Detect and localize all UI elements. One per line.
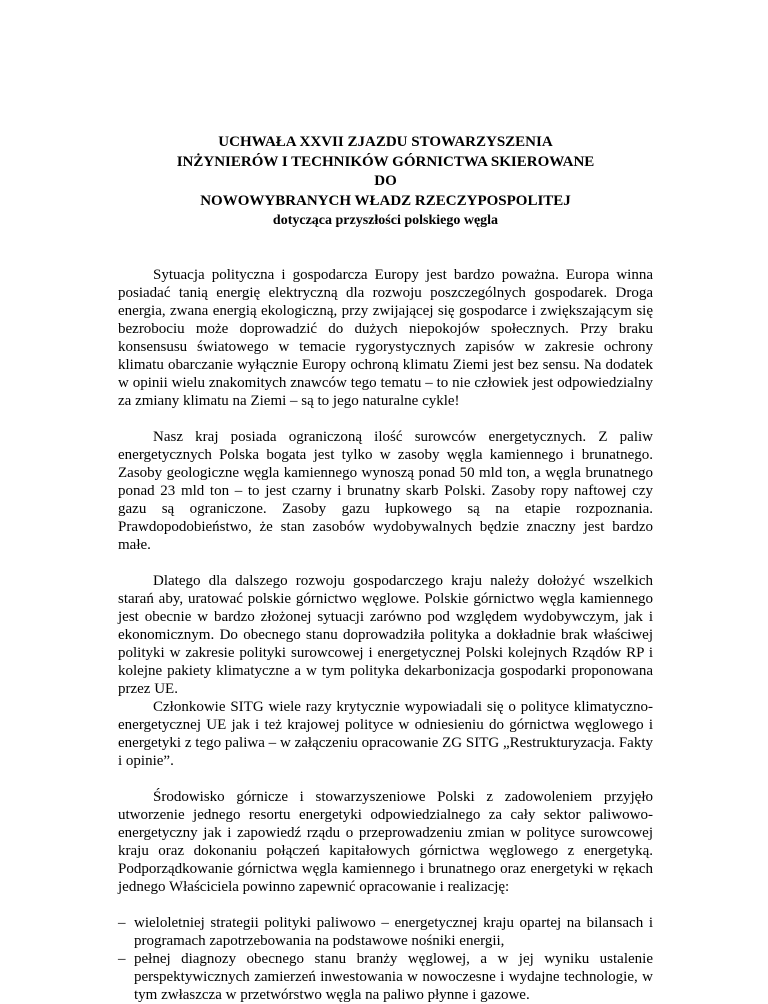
title-line: NOWOWYBRANYCH WŁADZ RZECZYPOSPOLITEJ	[200, 192, 571, 209]
title-line: UCHWAŁA XXVII ZJAZDU STOWARZYSZENIA	[218, 134, 553, 150]
list-item-text: pełnej diagnozy obecnego stanu branży węglowej, a w jej wyniku ustalenie perspektywicznych zamierzeń inwestowania w nowoczesne i wydajne technologie, w tym zwłaszcza w przetwórstwo węgla na paliwo płynne i gazowe.	[134, 951, 653, 1003]
paragraph-mining: Dlatego dla dalszego rozwoju gospodarczego kraju należy dołożyć wszelkich starań aby, uratować polskie górnictwo węglowe. Polskie górnictwo węgla kamiennego jest obecnie w bardzo złożonej sytuacji zarówno pod względem wydobywczym, jak i ekonomicznym. Do obecnego stanu doprowadziła polityka a dokładnie brak właściwej polityki w zakresie polityki surowcowej i energetycznej Polski kolejnych Rządów RP i kolejne pakiety klimatyczne a w tym polityka dekarbonizacja gospodarki proponowana przez UE.	[118, 573, 653, 697]
title-line: DO	[374, 173, 397, 189]
paragraph-resources: Nasz kraj posiada ograniczoną ilość surowców energetycznych. Z paliw energetycznych Polska bogata jest tylko w zasoby węgla kamiennego i brunatnego. Zasoby geologiczne węgla kamiennego wynoszą ponad 50 mld ton, a węgla brunatnego ponad 23 mld ton – to jest czarny i brunatny skarb Polski. Zasoby ropy naftowej czy gazu są ograniczone. Zasoby gazu łupkowego są na etapie rozpoznania. Prawdopodobieństwo, że stan zasobów wydobywalnych będzie znaczny jest bardzo małe.	[118, 429, 653, 553]
paragraph-environment: Środowisko górnicze i stowarzyszeniowe Polski z zadowoleniem przyjęło utworzenie jednego resortu energetyki odpowiedzialnego za cały sektor paliwowo-energetyczny jak i zapowiedź rządu o przeprowadzeniu zmian w polityce surowcowej kraju oraz dokonaniu połączeń kapitałowych górnictwa węglowego z energetyką. Podporządkowanie górnictwa węgla kamiennego i brunatnego oraz energetyki w rękach jednego Właściciela powinno zapewnić opracowanie i realizację:	[118, 789, 653, 895]
list-item-text: wieloletniej strategii polityki paliwowo – energetycznej kraju opartej na bilansach i programach zapotrzebowania na podstawowe nośniki energii,	[134, 915, 653, 949]
paragraph-members: Członkowie SITG wiele razy krytycznie wypowiadali się o polityce klimatyczno-energetycznej UE jak i też krajowej polityce w odniesieniu do górnictwa węglowego i energetyki z tego paliwa – w załączeniu opracowanie ZG SITG „Restrukturyzacja. Fakty i opinie”.	[118, 699, 653, 769]
paragraph-situation: Sytuacja polityczna i gospodarcza Europy jest bardzo poważna. Europa winna posiadać tanią energię elektryczną dla rozwoju poszczególnych gospodarek. Droga energia, zwana energią ekologiczną, przy zwijającej się gospodarce i zwiększającym się bezrobociu może doprowadzić do dużych niepokojów społecznych. Przy braku konsensusu światowego w temacie rygorystycznych zapisów w zakresie ochrony klimatu obarczanie wyłącznie Europy ochroną klimatu Ziemi jest bez sensu. Na dodatek w opinii wielu znakomitych znawców tego tematu – to nie człowiek jest odpowiedzialny za zmiany klimatu na Ziemi – są to jego naturalne cykle!	[118, 267, 653, 409]
document-title	[118, 133, 653, 231]
document-subtitle: dotycząca przyszłości polskiego węgla	[272, 213, 499, 228]
dash-marker: –	[118, 951, 126, 967]
list-item	[118, 914, 653, 950]
bullet-list	[118, 914, 653, 1004]
dash-marker: –	[118, 915, 126, 931]
list-item	[118, 950, 653, 1004]
title-line: INŻYNIERÓW I TECHNIKÓW GÓRNICTWA SKIEROWANE	[176, 153, 595, 170]
